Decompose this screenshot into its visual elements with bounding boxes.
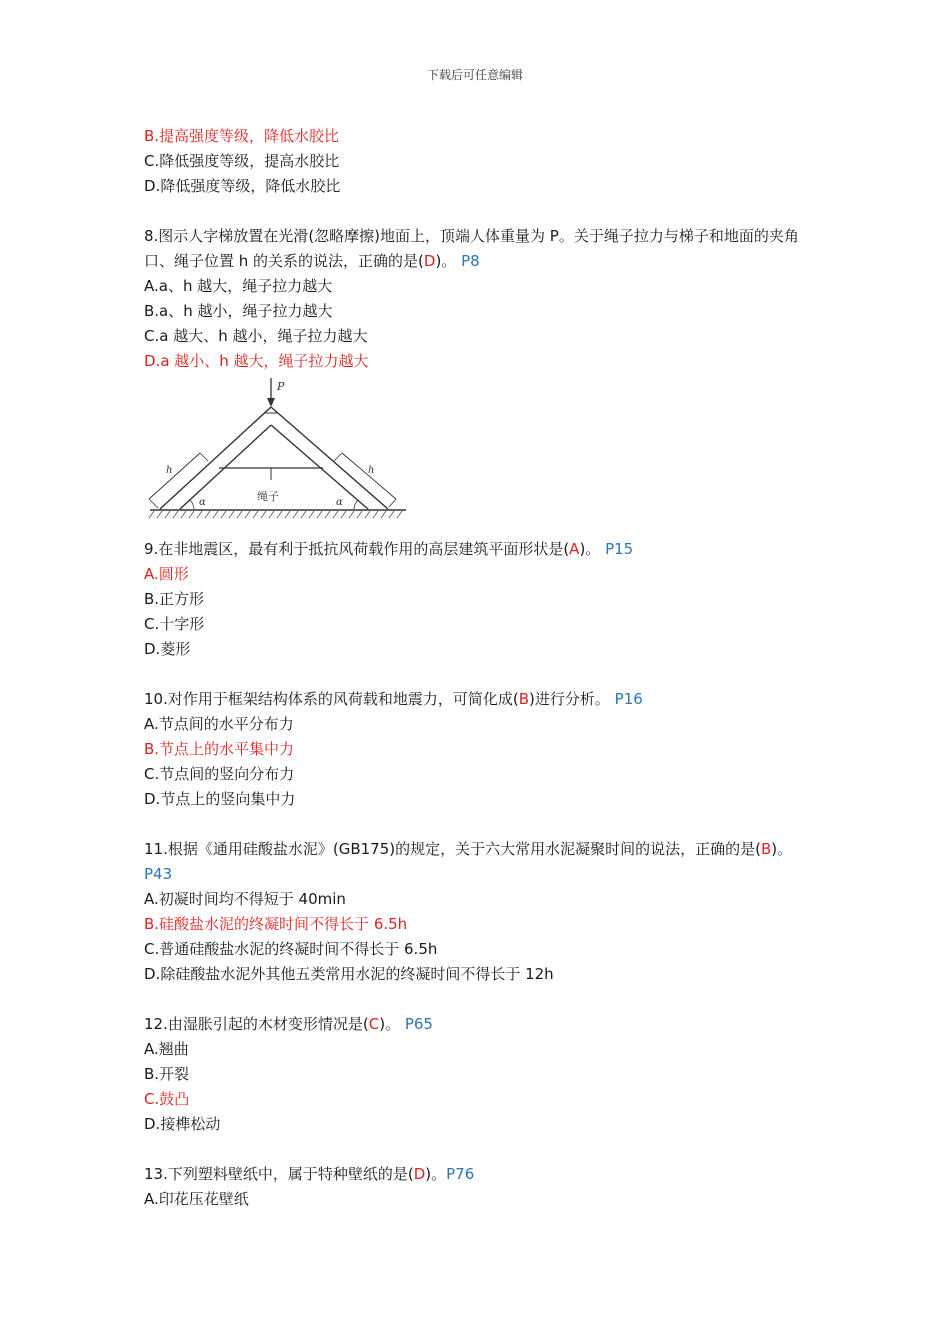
q9-stem-end: )。 <box>579 540 601 558</box>
label-rope: 绳子 <box>257 490 279 503</box>
q9-stem <box>144 537 809 562</box>
q12-option-a: A.翘曲 <box>144 1040 189 1058</box>
q9-option-b: B.正方形 <box>144 590 205 608</box>
document-body <box>144 124 809 1212</box>
q13-stem-end: )。 <box>425 1165 447 1183</box>
q10-option-d: D.节点上的竖向集中力 <box>144 790 296 808</box>
q9-option-a: A.圆形 <box>144 565 189 583</box>
q9-answer: A <box>569 540 580 558</box>
q9-page-ref: P15 <box>605 540 634 558</box>
q12-stem-end: )。 <box>379 1015 401 1033</box>
label-p: P <box>277 380 285 393</box>
q11-stem-text: 11.根据《通用硅酸盐水泥》(GB175)的规定，关于六大常用水泥凝聚时间的说法，正确的是( <box>144 840 761 858</box>
q11-stem-end: )。 <box>771 840 793 858</box>
ladder-diagram <box>146 376 408 524</box>
q8-answer: D <box>423 252 436 270</box>
q12-answer: C <box>368 1015 380 1033</box>
q12-stem <box>144 1012 809 1037</box>
q13-option-a: A.印花压花壁纸 <box>144 1190 249 1208</box>
q13-page-ref: P76 <box>446 1165 475 1183</box>
q11-answer: B <box>760 840 772 858</box>
q10-option-c: C.节点间的竖向分布力 <box>144 765 295 783</box>
label-h-right: h <box>368 465 375 476</box>
q10-stem-text: 10.对作用于框架结构体系的风荷载和地震力，可简化成( <box>144 690 519 708</box>
q7-option-c: C.降低强度等级，提高水胶比 <box>144 152 340 170</box>
q10-answer: B <box>518 690 530 708</box>
q8-stem-text: 8.图示人字梯放置在光滑(忽略摩擦)地面上，顶端人体重量为 P。关于绳子拉力与梯子和地面的夹角口、绳子位置 h 的关系的说法，正确的是( <box>144 227 799 270</box>
q12-option-b: B.开裂 <box>144 1065 190 1083</box>
q10-option-b: B.节点上的水平集中力 <box>144 740 295 758</box>
q8-option-a: A.a、h 越大，绳子拉力越大 <box>144 277 333 295</box>
q13-answer: D <box>413 1165 426 1183</box>
q8-option-b: B.a、h 越小，绳子拉力越大 <box>144 302 333 320</box>
q8-stem <box>144 224 809 274</box>
q8-page-ref: P8 <box>461 252 480 270</box>
q8-option-c: C.a 越大、h 越小，绳子拉力越大 <box>144 327 368 345</box>
q11-option-c: C.普通硅酸盐水泥的终凝时间不得长于 6.5h <box>144 940 438 958</box>
q7-option-b: B.提高强度等级，降低水胶比 <box>144 127 340 145</box>
page-header: 下载后可任意编辑 <box>426 68 523 82</box>
q8-stem-end: )。 <box>435 252 457 270</box>
q8-option-d: D.a 越小、h 越大，绳子拉力越大 <box>144 352 369 370</box>
q11-stem <box>144 837 809 887</box>
q11-option-b: B.硅酸盐水泥的终凝时间不得长于 6.5h <box>144 915 408 933</box>
q12-page-ref: P65 <box>404 1015 433 1033</box>
label-h-left: h <box>166 465 173 476</box>
q10-stem-end: )进行分析。 <box>529 690 610 708</box>
q10-page-ref: P16 <box>614 690 643 708</box>
q11-option-d: D.除硅酸盐水泥外其他五类常用水泥的终凝时间不得长于 12h <box>144 965 554 983</box>
label-alpha-right: α <box>336 497 343 508</box>
q12-stem-text: 12.由湿胀引起的木材变形情况是( <box>144 1015 369 1033</box>
q9-stem-text: 9.在非地震区，最有利于抵抗风荷载作用的高层建筑平面形状是( <box>144 540 570 558</box>
q10-option-a: A.节点间的水平分布力 <box>144 715 294 733</box>
q7-option-d: D.降低强度等级，降低水胶比 <box>144 177 341 195</box>
q11-option-a: A.初凝时间均不得短于 40min <box>144 890 346 908</box>
q9-option-c: C.十字形 <box>144 615 205 633</box>
label-alpha-left: α <box>199 497 206 508</box>
q9-option-d: D.菱形 <box>144 640 191 658</box>
q12-option-c: C.鼓凸 <box>144 1090 190 1108</box>
q12-option-d: D.接榫松动 <box>144 1115 221 1133</box>
q13-stem-text: 13.下列塑料壁纸中，属于特种壁纸的是( <box>144 1165 414 1183</box>
q13-stem <box>144 1162 809 1187</box>
q11-page-ref: P43 <box>144 865 173 883</box>
q10-stem <box>144 687 809 712</box>
